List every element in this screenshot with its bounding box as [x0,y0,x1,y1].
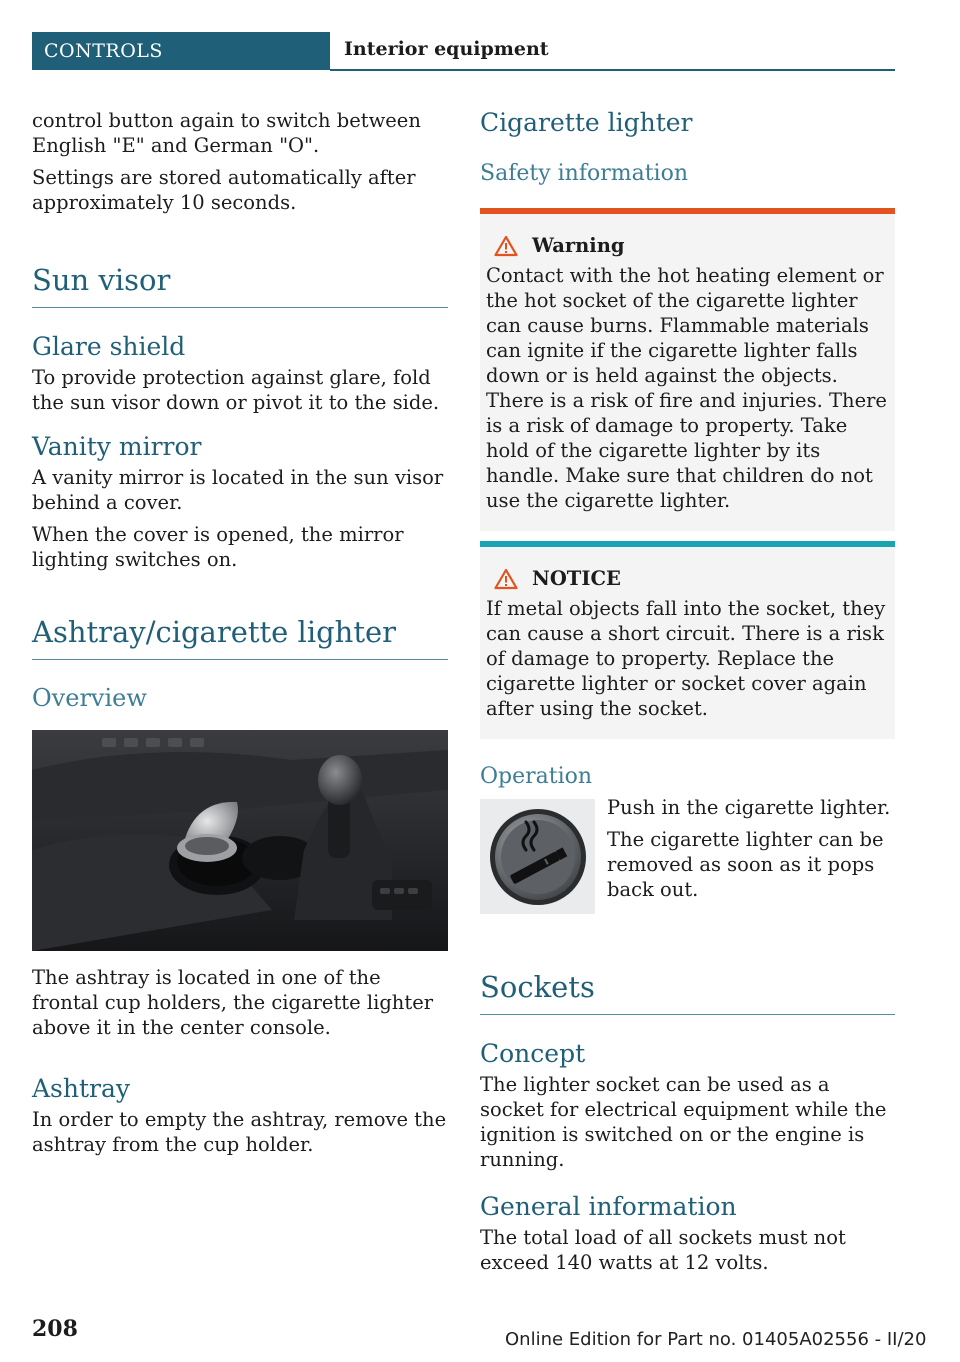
intro-paragraph-1: control button again to switch between English "E" and German "O". [32,109,421,157]
heading-concept: Concept [480,1039,586,1068]
header-section-label: CONTROLS [44,40,163,62]
warning-box [480,208,895,531]
ashtray-photo [32,730,448,951]
operation-row [480,795,895,914]
glare-shield-text: To provide protection against glare, fold the sun visor down or pivot it to the side. [32,366,440,414]
overview-text: The ashtray is located in one of the frontal cup holders, the cigarette lighter above it in the center console. [32,966,434,1039]
operation-paragraph-2: The cigarette lighter can be removed as soon as it pops back out. [607,828,884,901]
heading-safety-information: Safety information [480,161,688,186]
notice-title [486,567,887,590]
operation-paragraph-1: Push in the cigarette lighter. [607,796,891,819]
heading-vanity-mirror: Vanity mirror [32,432,202,461]
heading-operation: Operation [480,764,593,789]
heading-ashtray-lighter: Ashtray/cigarette lighter [32,615,448,660]
ashtray-text: In order to empty the ashtray, remove the ashtray from the cup holder. [32,1108,447,1156]
intro-paragraph-2: Settings are stored automatically after approximately 10 seconds. [32,166,416,214]
left-column [32,108,448,1164]
heading-sockets: Sockets [480,970,895,1015]
header-rule [330,69,895,71]
notice-triangle-icon [494,568,518,590]
right-column [480,108,895,1282]
footer-edition: Online Edition for Part no. 01405A02556 - II/20 [505,1329,927,1350]
warning-triangle-icon [494,235,518,257]
page-number: 208 [32,1316,78,1342]
cigarette-lighter-icon [486,805,590,909]
notice-text: If metal objects fall into the socket, they can cause a short circuit. There is a risk of damage to property. Replace the cigarette lighter or socket cover again after using the socket. [486,597,886,720]
ashtray-photo-illustration [32,730,448,951]
general-information-text: The total load of all sockets must not exceed 140 watts at 12 volts. [480,1226,846,1274]
notice-box [480,541,895,739]
heading-overview: Overview [32,684,147,712]
operation-text [607,795,895,914]
warning-text: Contact with the hot heating element or the hot socket of the cigarette lighter can cause burns. Flammable materials can ignite if the cigarette lighter falls down or is held against the objects. There is a risk of fire and injuries. There is a risk of damage to property. Take hold of the cigarette lighter by its handle. Make sure that children do not use the cigarette lighter. [486,264,887,512]
header-section-tab [32,32,330,70]
warning-label: Warning [532,234,625,257]
cigarette-lighter-image [480,799,595,914]
vanity-mirror-text-1: A vanity mirror is located in the sun visor behind a cover. [32,466,444,514]
heading-general-information: General information [480,1192,737,1221]
heading-cigarette-lighter: Cigarette lighter [480,108,693,137]
heading-sun-visor: Sun visor [32,263,448,308]
header-chapter-title: Interior equipment [344,38,549,60]
heading-ashtray: Ashtray [32,1074,131,1103]
concept-text: The lighter socket can be used as a socket for electrical equipment while the ignition is switched on or the engine is running. [480,1073,887,1171]
warning-title [486,234,887,257]
notice-label: NOTICE [532,567,621,590]
vanity-mirror-text-2: When the cover is opened, the mirror lighting switches on. [32,523,404,571]
heading-glare-shield: Glare shield [32,332,186,361]
